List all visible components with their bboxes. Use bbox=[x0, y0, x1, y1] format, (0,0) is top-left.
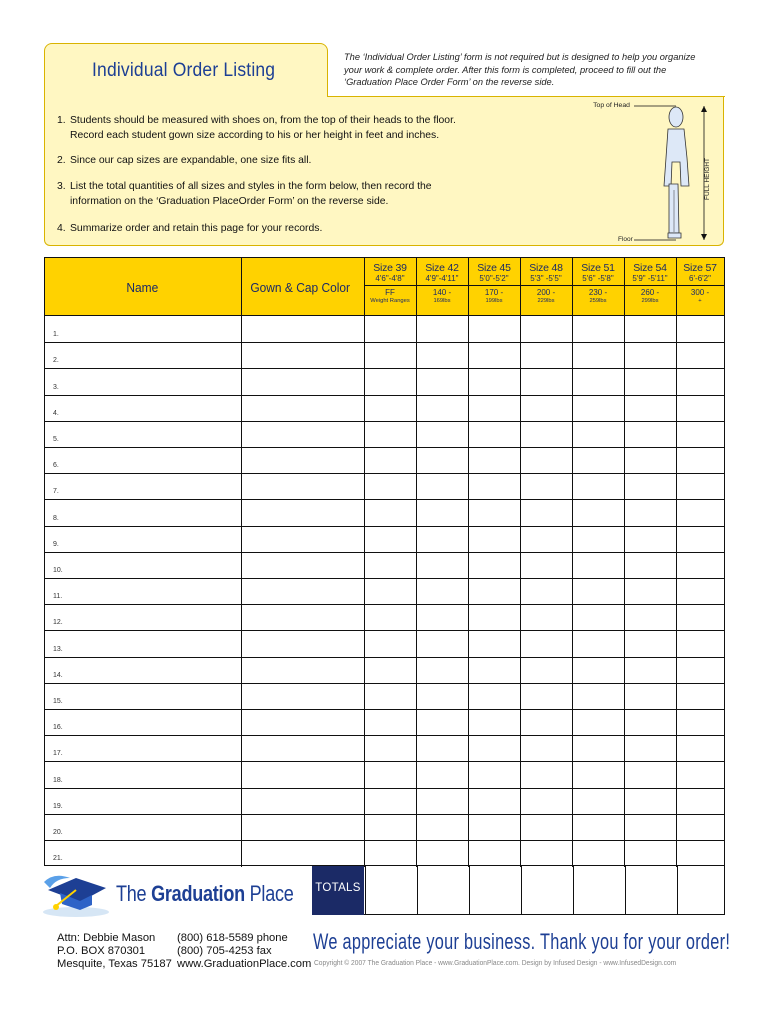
size-height-range: 4'6"-4'8" bbox=[375, 274, 405, 283]
row-number: 15. bbox=[53, 697, 63, 705]
instruction-text: List the total quantities of all sizes and styles in the form below, then record the bbox=[70, 181, 432, 192]
table-row[interactable] bbox=[45, 630, 724, 656]
table-row[interactable] bbox=[45, 526, 724, 552]
table-row[interactable] bbox=[45, 657, 724, 683]
totals-divider bbox=[573, 866, 574, 915]
instruction-number: 1. bbox=[57, 115, 66, 126]
table-row[interactable] bbox=[45, 683, 724, 709]
row-number: 16. bbox=[53, 724, 63, 732]
row-number: 2. bbox=[53, 357, 59, 365]
instruction-number: 2. bbox=[57, 155, 66, 166]
size-height-range: 6'-6'2" bbox=[689, 274, 711, 283]
row-number: 12. bbox=[53, 619, 63, 627]
size-weight-range: FF bbox=[385, 288, 395, 297]
row-number: 10. bbox=[53, 566, 63, 574]
row-number: 14. bbox=[53, 671, 63, 679]
size-weight-range: 200 - bbox=[536, 288, 556, 297]
size-weight-range: 170 - bbox=[484, 288, 504, 297]
row-number: 5. bbox=[53, 435, 59, 443]
size-column-header bbox=[676, 258, 724, 316]
header-divider bbox=[364, 285, 724, 286]
instruction-1 bbox=[57, 113, 456, 143]
row-number: 18. bbox=[53, 776, 63, 784]
size-title: Size 57 bbox=[683, 262, 717, 274]
logo-bold: Graduation bbox=[151, 881, 245, 906]
table-row[interactable] bbox=[45, 604, 724, 630]
graduation-cap-icon bbox=[40, 868, 114, 918]
size-column-header bbox=[364, 258, 416, 316]
row-number: 17. bbox=[53, 750, 63, 758]
row-number: 7. bbox=[53, 488, 59, 496]
full-height-label: FULL HEIGHT bbox=[704, 157, 711, 200]
instruction-number: 3. bbox=[57, 181, 66, 192]
table-row[interactable] bbox=[45, 316, 724, 342]
size-weight-sub: 199lbs bbox=[485, 297, 503, 304]
po-box-line: P.O. BOX 870301 bbox=[57, 945, 146, 957]
fax-line: (800) 705-4253 fax bbox=[177, 945, 272, 957]
size-weight-range: 230 - bbox=[588, 288, 608, 297]
height-figure bbox=[593, 100, 722, 246]
row-number: 1. bbox=[53, 331, 59, 339]
size-weight-sub: 169lbs bbox=[433, 297, 451, 304]
table-row[interactable] bbox=[45, 342, 724, 368]
size-column-header bbox=[572, 258, 624, 316]
size-height-range: 5'3" -5'5" bbox=[530, 274, 562, 283]
size-weight-sub: 299lbs bbox=[641, 297, 659, 304]
totals-divider bbox=[365, 866, 366, 915]
size-column-header bbox=[520, 258, 572, 316]
logo-suffix: Place bbox=[244, 881, 294, 906]
mailing-address bbox=[57, 932, 172, 971]
size-title: Size 54 bbox=[633, 262, 667, 274]
table-row[interactable] bbox=[45, 473, 724, 499]
size-title: Size 48 bbox=[529, 262, 563, 274]
row-number: 9. bbox=[53, 540, 59, 548]
table-row[interactable] bbox=[45, 447, 724, 473]
instruction-text: Students should be measured with shoes on, from the top of their heads to the floor. bbox=[70, 115, 456, 126]
size-column-header bbox=[468, 258, 520, 316]
attn-line: Attn: Debbie Mason bbox=[57, 932, 156, 944]
row-number: 4. bbox=[53, 409, 59, 417]
instruction-text: Record each student gown size according to his or her height in feet and inches. bbox=[70, 130, 440, 141]
table-row[interactable] bbox=[45, 421, 724, 447]
table-row[interactable] bbox=[45, 578, 724, 604]
page-title: Individual Order Listing bbox=[92, 60, 276, 81]
brand-logo bbox=[116, 881, 294, 907]
size-weight-sub: 259lbs bbox=[589, 297, 607, 304]
table-row[interactable] bbox=[45, 552, 724, 578]
website-link[interactable]: www.GraduationPlace.com bbox=[177, 958, 312, 970]
row-number: 8. bbox=[53, 514, 59, 522]
totals-label: TOTALS bbox=[312, 866, 364, 915]
row-number: 19. bbox=[53, 802, 63, 810]
table-row[interactable] bbox=[45, 395, 724, 421]
row-number: 6. bbox=[53, 462, 59, 470]
copyright-notice: Copyright © 2007 The Graduation Place - www.GraduationPlace.com. Design by Infused Design - www.InfusedDesign.com bbox=[314, 960, 677, 967]
instruction-2 bbox=[57, 153, 311, 168]
size-title: Size 51 bbox=[581, 262, 615, 274]
table-row[interactable] bbox=[45, 814, 724, 840]
size-weight-range: 300 - bbox=[690, 288, 710, 297]
size-height-range: 5'9" -5'11" bbox=[632, 274, 668, 283]
panel-top-border bbox=[327, 96, 725, 97]
instruction-number: 4. bbox=[57, 223, 66, 234]
table-row[interactable] bbox=[45, 735, 724, 761]
totals-divider bbox=[417, 866, 418, 915]
size-weight-sub: 229lbs bbox=[537, 297, 555, 304]
row-number: 20. bbox=[53, 828, 63, 836]
table-row[interactable] bbox=[45, 368, 724, 394]
floor-label: Floor bbox=[618, 236, 633, 243]
table-row[interactable] bbox=[45, 788, 724, 814]
row-number: 3. bbox=[53, 383, 59, 391]
instruction-4 bbox=[57, 221, 322, 236]
totals-divider bbox=[677, 866, 678, 915]
intro-note: The ‘Individual Order Listing’ form is not required but is designed to help you organize your work & complete order. After this form is completed, proceed to fill out the ‘Graduation Place Order Form’ on the reverse side. bbox=[344, 52, 696, 88]
name-column-header: Name bbox=[126, 280, 159, 295]
size-weight-range: 140 - bbox=[432, 288, 452, 297]
table-row[interactable] bbox=[45, 761, 724, 787]
size-title: Size 45 bbox=[477, 262, 511, 274]
size-height-range: 5'6" -5'8" bbox=[582, 274, 614, 283]
table-row[interactable] bbox=[45, 709, 724, 735]
size-height-range: 4'9"-4'11" bbox=[425, 274, 459, 283]
size-weight-sub: Weight Ranges bbox=[370, 297, 410, 304]
row-number: 21. bbox=[53, 855, 63, 863]
row-number: 11. bbox=[53, 593, 63, 601]
size-column-header bbox=[624, 258, 676, 316]
size-weight-range: 260 - bbox=[640, 288, 660, 297]
phone-contacts bbox=[177, 932, 311, 971]
city-line: Mesquite, Texas 75187 bbox=[57, 958, 172, 970]
instruction-3 bbox=[57, 179, 432, 209]
totals-divider bbox=[469, 866, 470, 915]
color-column-header: Gown & Cap Color bbox=[250, 280, 351, 295]
order-table bbox=[44, 257, 725, 866]
size-height-range: 5'0"-5'2" bbox=[479, 274, 509, 283]
table-row[interactable] bbox=[45, 840, 724, 866]
totals-row bbox=[312, 866, 725, 915]
top-of-head-label: Top of Head bbox=[593, 102, 630, 109]
totals-divider bbox=[625, 866, 626, 915]
table-row[interactable] bbox=[45, 499, 724, 525]
size-column-header bbox=[416, 258, 468, 316]
instruction-text: Summarize order and retain this page for your records. bbox=[70, 223, 323, 234]
totals-divider bbox=[521, 866, 522, 915]
phone-line: (800) 618-5589 phone bbox=[177, 932, 288, 944]
thank-you-message: We appreciate your business. Thank you for your order! bbox=[313, 929, 731, 954]
size-title: Size 39 bbox=[373, 262, 407, 274]
instruction-text: information on the ‘Graduation PlaceOrder Form’ on the reverse side. bbox=[70, 196, 389, 207]
size-title: Size 42 bbox=[425, 262, 459, 274]
row-number: 13. bbox=[53, 645, 63, 653]
logo-prefix: The bbox=[116, 881, 152, 906]
size-weight-sub: + bbox=[698, 297, 702, 304]
instruction-text: Since our cap sizes are expandable, one size fits all. bbox=[70, 155, 312, 166]
